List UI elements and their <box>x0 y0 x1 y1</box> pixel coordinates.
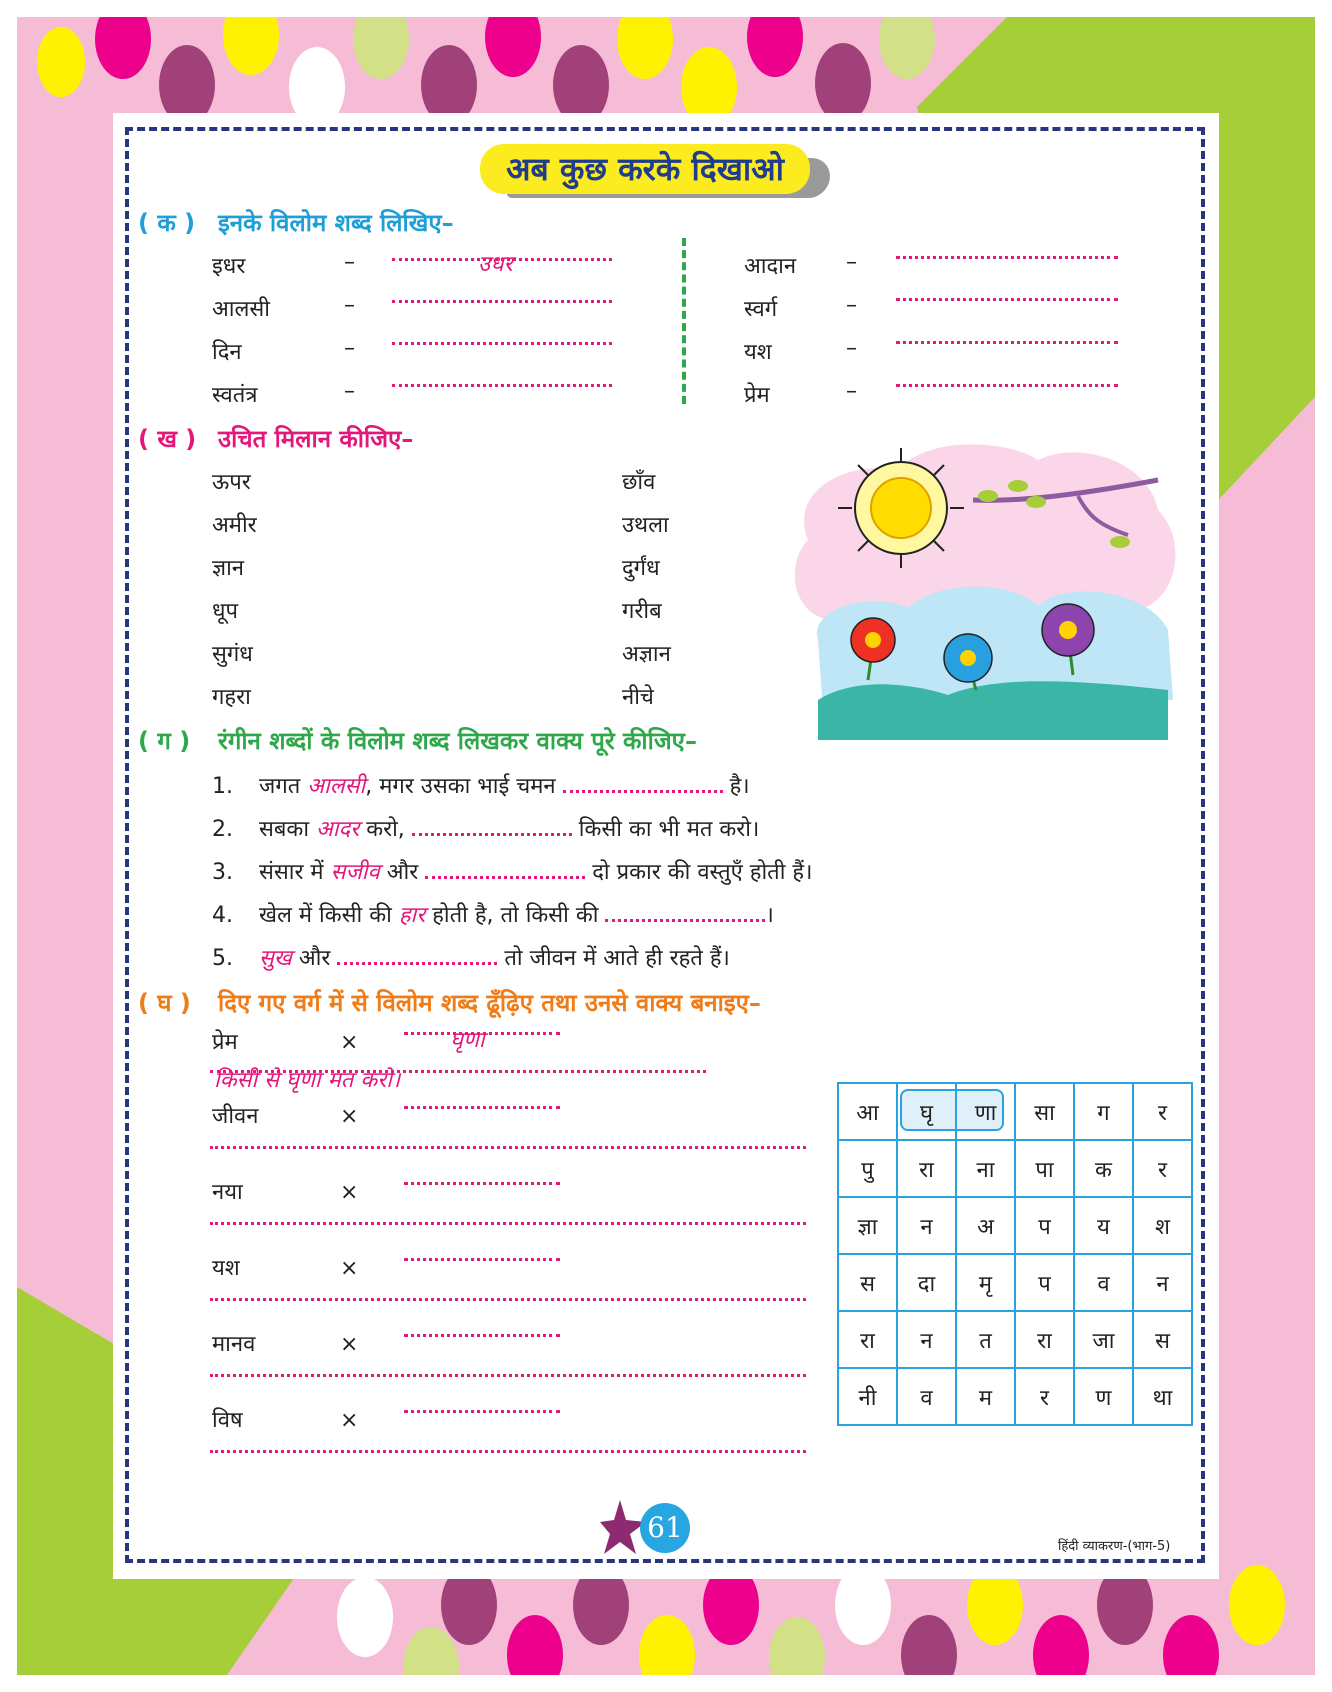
match-right-item[interactable]: दुर्गंध <box>622 556 660 581</box>
sentence-text: तो जीवन में आते ही रहते हैं। <box>504 946 730 971</box>
ka-answer-line[interactable] <box>392 300 612 303</box>
grid-cell[interactable]: रा <box>897 1140 956 1197</box>
sentence-text: है। <box>729 774 750 799</box>
grid-cell[interactable]: मृ <box>956 1254 1015 1311</box>
ka-answer-line[interactable] <box>392 384 612 387</box>
blank-line[interactable] <box>563 790 723 793</box>
gha-sentence-line[interactable] <box>210 1070 706 1073</box>
gha-word: प्रेम <box>212 1030 238 1055</box>
decor-dot <box>37 27 85 97</box>
ka-answer: उधर <box>478 252 513 277</box>
grid-cell[interactable]: व <box>897 1368 956 1425</box>
section-gha-heading <box>138 986 761 1019</box>
section-kha-heading <box>138 422 413 455</box>
sentence-item <box>212 856 812 886</box>
match-left-item[interactable]: ऊपर <box>212 470 251 495</box>
gha-sentence: किसी से घृणा मत करो। <box>214 1068 401 1093</box>
sentence-text: , मगर उसका भाई चमन <box>365 774 556 799</box>
grid-cell[interactable]: ज्ञा <box>838 1197 897 1254</box>
gha-word: विष <box>212 1408 243 1433</box>
ka-dash: – <box>846 379 857 404</box>
grid-cell[interactable]: आ <box>838 1083 897 1140</box>
match-right-item[interactable]: उथला <box>622 513 669 538</box>
grid-cell[interactable]: श <box>1133 1197 1192 1254</box>
grid-cell[interactable]: क <box>1074 1140 1133 1197</box>
ka-dash: – <box>344 379 355 404</box>
ka-answer-line[interactable] <box>896 341 1118 344</box>
blank-line[interactable] <box>337 962 497 965</box>
grid-cell[interactable]: जा <box>1074 1311 1133 1368</box>
grid-cell[interactable]: त <box>956 1311 1015 1368</box>
grid-row <box>838 1311 1192 1368</box>
item-number: 5. <box>212 946 233 971</box>
gha-word: नया <box>212 1180 243 1205</box>
ka-word: आदान <box>744 254 797 279</box>
section-ga-heading <box>138 724 697 757</box>
match-left-item[interactable]: गहरा <box>212 685 251 710</box>
item-number: 4. <box>212 903 233 928</box>
grid-cell[interactable]: र <box>1133 1140 1192 1197</box>
grid-cell[interactable]: स <box>838 1254 897 1311</box>
gha-sentence-line[interactable] <box>210 1222 806 1225</box>
book-footer: हिंदी व्याकरण-(भाग-5) <box>1058 1539 1171 1554</box>
grid-cell[interactable]: ण <box>1074 1368 1133 1425</box>
ka-dash: – <box>344 293 355 318</box>
colored-word: सुख <box>259 946 292 971</box>
word-search-grid <box>837 1082 1193 1426</box>
match-right-item[interactable]: गरीब <box>622 599 662 624</box>
sentence-text: खेल में किसी की <box>259 903 392 928</box>
column-divider <box>682 238 686 404</box>
grid-cell[interactable]: रा <box>838 1311 897 1368</box>
sentence-text: । <box>765 903 774 928</box>
sentence-text: करो, <box>366 817 405 842</box>
ka-answer-line[interactable] <box>896 384 1118 387</box>
grid-row <box>838 1368 1192 1425</box>
match-left-item[interactable]: सुगंध <box>212 642 253 667</box>
ka-answer-line[interactable] <box>392 342 612 345</box>
title-banner <box>480 144 840 200</box>
blank-line[interactable] <box>412 833 572 836</box>
gha-answer: घृणा <box>450 1028 485 1053</box>
grid-cell[interactable]: सा <box>1015 1083 1074 1140</box>
grid-cell[interactable]: घृ <box>897 1083 956 1140</box>
ka-dash: – <box>846 250 857 275</box>
grid-row <box>838 1197 1192 1254</box>
grid-row <box>838 1140 1192 1197</box>
grid-cell[interactable]: नी <box>838 1368 897 1425</box>
section-title: दिए गए वर्ग में से विलोम शब्द ढूँढ़िए तथा उनसे वाक्य बनाइए– <box>218 989 761 1017</box>
sentence-text: और <box>386 860 419 885</box>
gha-sentence-line[interactable] <box>210 1146 806 1149</box>
gha-answer-line[interactable] <box>404 1410 560 1413</box>
gha-sentence-line[interactable] <box>210 1298 806 1301</box>
section-title: इनके विलोम शब्द लिखिए– <box>218 209 454 237</box>
gha-sentence-line[interactable] <box>210 1450 806 1453</box>
colored-word: हार <box>398 903 426 928</box>
cross-sign: × <box>340 1104 359 1129</box>
sentence-item <box>212 899 774 929</box>
grid-cell[interactable]: य <box>1074 1197 1133 1254</box>
item-number: 1. <box>212 774 233 799</box>
ka-word: स्वतंत्र <box>212 383 258 408</box>
gha-answer-line[interactable] <box>404 1334 560 1337</box>
colored-word: सजीव <box>330 860 380 885</box>
gha-word: यश <box>212 1256 240 1281</box>
colored-word: आदर <box>316 817 360 842</box>
cross-sign: × <box>340 1180 359 1205</box>
sun-flowers-illustration <box>778 440 1184 760</box>
sentence-text: किसी का भी मत करो। <box>578 817 760 842</box>
sentence-text: जगत <box>259 774 301 799</box>
decor-dot <box>815 43 871 123</box>
grid-cell[interactable]: ग <box>1074 1083 1133 1140</box>
ka-dash: – <box>846 293 857 318</box>
cross-sign: × <box>340 1030 359 1055</box>
ka-dash: – <box>344 336 355 361</box>
grid-cell[interactable]: अ <box>956 1197 1015 1254</box>
grid-cell[interactable]: न <box>897 1197 956 1254</box>
cross-sign: × <box>340 1408 359 1433</box>
decor-dot <box>337 1577 393 1657</box>
section-ka-heading <box>138 206 454 239</box>
grid-cell[interactable]: था <box>1133 1368 1192 1425</box>
match-right-item[interactable]: अज्ञान <box>622 642 671 667</box>
sentence-text: सबका <box>259 817 310 842</box>
match-left-item[interactable]: ज्ञान <box>212 556 245 581</box>
cross-sign: × <box>340 1256 359 1281</box>
ka-dash: – <box>344 250 355 275</box>
grid-cell[interactable]: ना <box>956 1140 1015 1197</box>
gha-word: जीवन <box>212 1104 259 1129</box>
gha-answer-line[interactable] <box>404 1106 560 1109</box>
cross-sign: × <box>340 1332 359 1357</box>
section-label: ( ग ) <box>138 727 191 755</box>
ka-answer-line[interactable] <box>896 256 1118 259</box>
section-title: उचित मिलान कीजिए– <box>218 425 414 453</box>
section-title: रंगीन शब्दों के विलोम शब्द लिखकर वाक्य पूरे कीजिए– <box>218 727 697 755</box>
grid-cell[interactable]: प <box>1015 1254 1074 1311</box>
ka-dash: – <box>846 336 857 361</box>
gha-answer-line[interactable] <box>404 1258 560 1261</box>
grid-cell[interactable]: र <box>1015 1368 1074 1425</box>
match-right-item[interactable]: नीचे <box>622 685 654 710</box>
gha-sentence-line[interactable] <box>210 1374 806 1377</box>
grid-cell[interactable]: न <box>1133 1254 1192 1311</box>
sentence-item <box>212 813 759 843</box>
sentence-text: संसार में <box>259 860 324 885</box>
page-title: अब कुछ करके दिखाओ <box>506 150 784 188</box>
sentence-item <box>212 942 730 972</box>
grid-cell[interactable]: पु <box>838 1140 897 1197</box>
grid-row <box>838 1083 1192 1140</box>
grid-cell[interactable]: णा <box>956 1083 1015 1140</box>
grid-cell[interactable]: व <box>1074 1254 1133 1311</box>
item-number: 2. <box>212 817 233 842</box>
grid-cell[interactable]: रा <box>1015 1311 1074 1368</box>
gha-word: मानव <box>212 1332 256 1357</box>
section-label: ( ख ) <box>138 425 197 453</box>
sentence-item <box>212 770 750 800</box>
match-left-item[interactable]: अमीर <box>212 513 257 538</box>
grid-cell[interactable]: दा <box>897 1254 956 1311</box>
match-left-item[interactable]: धूप <box>212 599 239 624</box>
ka-answer-line[interactable] <box>896 298 1118 301</box>
section-label: ( घ ) <box>138 989 191 1017</box>
sentence-text: दो प्रकार की वस्तुएँ होती हैं। <box>592 860 813 885</box>
grid-cell[interactable]: पा <box>1015 1140 1074 1197</box>
grid-cell[interactable]: स <box>1133 1311 1192 1368</box>
grid-cell[interactable]: प <box>1015 1197 1074 1254</box>
ka-word: स्वर्ग <box>744 297 778 322</box>
sentence-text: होती है, तो किसी की <box>432 903 599 928</box>
colored-word: आलसी <box>307 774 366 799</box>
grid-cell[interactable]: र <box>1133 1083 1192 1140</box>
grid-cell[interactable]: न <box>897 1311 956 1368</box>
match-right-item[interactable]: छाँव <box>622 470 656 495</box>
blank-line[interactable] <box>605 919 765 922</box>
ka-word: आलसी <box>212 297 270 322</box>
decor-dot <box>1229 1565 1285 1645</box>
grid-row <box>838 1254 1192 1311</box>
ka-word: यश <box>744 340 772 365</box>
ka-word: इधर <box>212 254 246 279</box>
item-number: 3. <box>212 860 233 885</box>
blank-line[interactable] <box>425 876 585 879</box>
grid-cell[interactable]: म <box>956 1368 1015 1425</box>
section-label: ( क ) <box>138 209 196 237</box>
ka-word: प्रेम <box>744 383 770 408</box>
gha-answer-line[interactable] <box>404 1182 560 1185</box>
sentence-text: और <box>298 946 331 971</box>
ka-word: दिन <box>212 340 242 365</box>
page-number: 61 <box>640 1503 690 1553</box>
